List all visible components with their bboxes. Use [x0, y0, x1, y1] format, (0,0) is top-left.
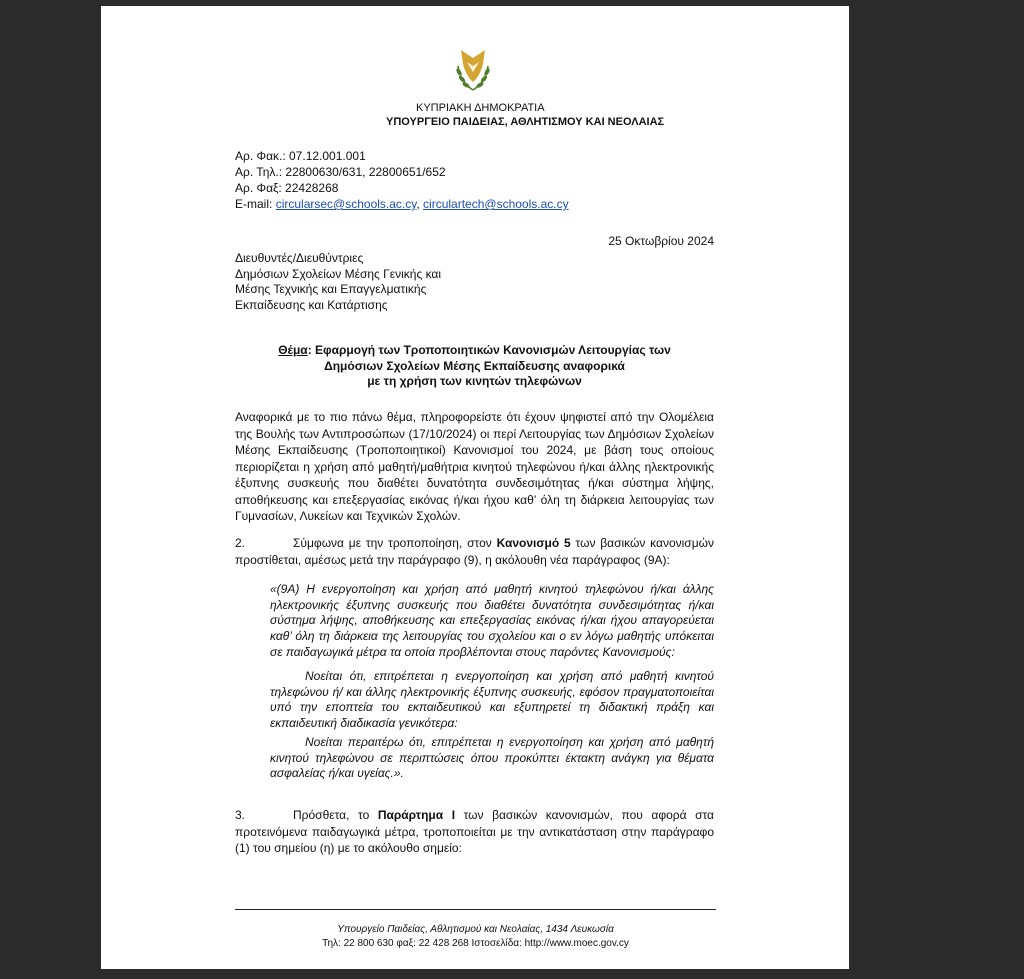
ministry-title: ΥΠΟΥΡΓΕΙΟ ΠΑΙΔΕΙΑΣ, ΑΘΛΗΤΙΣΜΟΥ ΚΑΙ ΝΕΟΛΑΙΑΣ [386, 116, 665, 128]
email-line [235, 196, 569, 212]
footer [235, 923, 716, 951]
email-link-circularsec[interactable]: circularsec@schools.ac.cy [275, 197, 417, 211]
subject-line-3: με τη χρήση των κινητών τηλεφώνων [367, 374, 582, 388]
document-page [101, 6, 849, 969]
email-link-circulartech[interactable]: circulartech@schools.ac.cy [423, 197, 569, 211]
subject-label: Θέμα [278, 343, 308, 357]
paragraph-2 [235, 535, 714, 568]
footer-contact: Τηλ: 22 800 630 φαξ: 22 428 268 Ιστοσελίδα: http://www.moec.gov.cy [322, 938, 629, 949]
letter-date: 25 Οκτωβρίου 2024 [608, 234, 714, 248]
footer-address: Υπουργείο Παιδείας, Αθλητισμού και Νεολαίας, 1434 Λευκωσία [337, 924, 614, 935]
paragraph-3-number: 3. [235, 808, 246, 822]
republic-title: ΚΥΠΡΙΑΚΗ ΔΗΜΟΚΡΑΤΙΑ [416, 102, 545, 114]
quote-proviso-1 [270, 669, 714, 732]
recipient-line: Διευθυντές/Διευθύντριες [235, 251, 364, 265]
paragraph-3-text-a: Πρόσθετα, το [293, 808, 378, 822]
reference-block [235, 148, 569, 212]
footer-divider [235, 909, 716, 910]
paragraph-3-bold: Παράρτημα Ι [377, 808, 456, 822]
subject-block [235, 343, 714, 390]
phone-number: Αρ. Τηλ.: 22800630/631, 22800651/652 [235, 165, 446, 179]
quote-paragraph-9a: «(9Α) Η ενεργοποίηση και χρήση από μαθητή κινητού τηλεφώνου ή/και άλλης ηλεκτρονικής έξυπνης συσκευής που διαθέτει δυνατότητα συνδεσιμότητας ή/και σύστημα λήψης, αποθήκευσης και επεξεργασίας εικόνας ή/και ήχου απαγορεύεται καθ’ όλη τη διάρκεια της λειτουργίας του σχολείου και ο εν λόγω μαθητής υπόκειται σε παιδαγωγικά μέτρα τα οποία προβλέπονται στους παρόντες Κανονισμούς: [270, 582, 714, 659]
paragraph-2-number: 2. [235, 536, 246, 550]
quote-proviso-2 [270, 735, 714, 782]
paragraph-3-text-b: των βασικών κανονισμών, που αφορά στα προτεινόμενα παιδαγωγικά μέτρα, τροποποιείται με την αντικατάσταση στην παράγραφο (1) του σημείου (η) με το ακόλουθο σημείο: [235, 808, 714, 855]
fax-number: Αρ. Φαξ: 22428268 [235, 181, 339, 195]
recipient-line: Δημόσιων Σχολείων Μέσης Γενικής και [235, 266, 442, 281]
quote-proviso-1-text: Νοείται ότι, επιτρέπεται η ενεργοποίηση και χρήση από μαθητή κινητού τηλεφώνου ή/ και άλλης ηλεκτρονικής έξυπνης συσκευής, εφόσον πραγματοποιείται υπό την εποπτεία του εκπαιδευτικού και εξυπηρετεί τη διδακτική πράξη και εκπαιδευτική διαδικασία γενικότερα: [270, 669, 714, 731]
subject-line-1: : Εφαρμογή των Τροποποιητικών Κανονισμών Λειτουργίας των [307, 343, 671, 357]
paragraph-2-text-b: των βασικών κανονισμών προστίθεται, αμέσως μετά την παράγραφο (9), η ακόλουθη νέα παράγραφος (9Α): [235, 536, 715, 567]
recipients-block [235, 251, 441, 313]
paragraph-3 [235, 807, 714, 857]
recipient-line: Εκπαίδευσης και Κατάρτισης [235, 297, 388, 312]
quote-proviso-2-text: Νοείται περαιτέρω ότι, επιτρέπεται η ενεργοποίηση και χρήση από μαθητή κινητού τηλεφώνου σε περιπτώσεις όπου προκύπτει έκτακτη ανάγκη για θέματα ασφαλείας ή/και υγείας.». [270, 735, 714, 781]
paragraph-2-bold: Κανονισμό 5 [496, 536, 571, 550]
paragraph-1: Αναφορικά με το πιο πάνω θέμα, πληροφορείστε ότι έχουν ψηφιστεί από την Ολομέλεια της Βουλής των Αντιπροσώπων (17/10/2024) οι περί Λειτουργίας των Δημόσιων Σχολείων Μέσης Εκπαίδευσης (Τροποποιητικοί) Κανονισμοί του 2024, με βάση τους οποίους περιορίζεται η χρήση από μαθητή/μαθήτρια κινητού τηλεφώνου ή/και άλλης ηλεκτρονικής έξυπνης συσκευής που διαθέτει δυνατότητα συνδεσιμότητας ή/και σύστημα λήψης, αποθήκευσης και επεξεργασίας εικόνας ή/και ήχου καθ’ όλη τη διάρκεια λειτουργίας των Γυμνασίων, Λυκείων και Τεχνικών Σχολών. [235, 410, 714, 523]
email-separator: , [416, 197, 420, 211]
email-label: E-mail: [235, 197, 273, 211]
subject-line-2: Δημόσιων Σχολείων Μέσης Εκπαίδευσης αναφορικά [324, 358, 625, 373]
file-number: Αρ. Φακ.: 07.12.001.001 [235, 149, 366, 163]
paragraph-2-text-a: Σύμφωνα με την τροποποίηση, στον [293, 536, 497, 550]
coat-of-arms-icon [450, 44, 496, 94]
recipient-line: Μέσης Τεχνικής και Επαγγελματικής [235, 282, 427, 296]
